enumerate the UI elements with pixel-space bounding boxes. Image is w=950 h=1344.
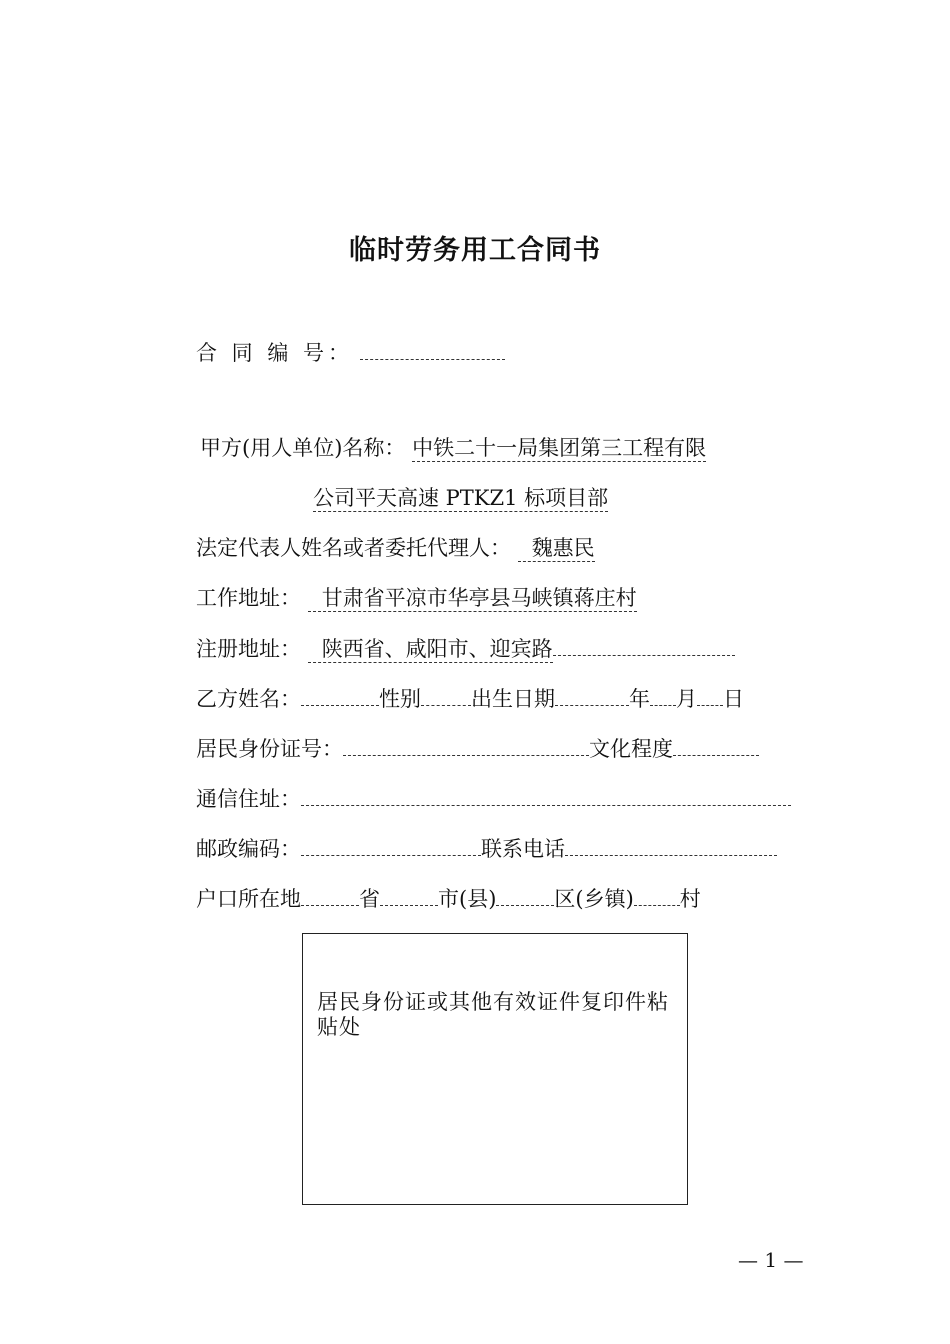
id-copy-paste-box <box>302 933 688 1205</box>
party-b-address-label: 通信住址： <box>196 787 301 811</box>
party-b-village-blank[interactable] <box>634 883 680 906</box>
party-b-id-label: 居民身份证号： <box>196 737 343 761</box>
party-a-rep-label: 法定代表人姓名或者委托代理人： <box>196 536 511 560</box>
party-a-reg-address-row <box>196 633 735 664</box>
party-a-reg-address-label: 注册地址： <box>196 637 301 661</box>
party-b-city-blank[interactable] <box>380 883 438 906</box>
party-b-district-label: 区(乡镇) <box>554 887 634 911</box>
party-b-district-blank[interactable] <box>496 883 554 906</box>
party-b-contact-row <box>196 833 777 864</box>
party-b-hukou-label: 户口所在地 <box>196 887 301 911</box>
party-a-work-address-row <box>196 583 637 613</box>
party-b-gender-blank[interactable] <box>421 683 471 706</box>
party-b-education-label: 文化程度 <box>589 737 673 761</box>
party-b-birth-day-blank[interactable] <box>697 683 723 706</box>
party-b-day-label: 日 <box>723 687 744 711</box>
party-b-birth-year-blank[interactable] <box>555 683 629 706</box>
party-b-name-label: 乙方姓名： <box>196 687 301 711</box>
party-a-name-row <box>200 433 706 463</box>
party-b-birth-month-blank[interactable] <box>650 683 676 706</box>
party-a-rep-value: 魏惠民 <box>518 536 595 562</box>
party-b-postcode-label: 邮政编码： <box>196 837 301 861</box>
party-b-month-label: 月 <box>676 687 697 711</box>
party-b-year-label: 年 <box>629 687 650 711</box>
party-a-reg-address-blank[interactable] <box>553 633 735 656</box>
party-b-village-label: 村 <box>679 887 701 911</box>
party-b-postcode-blank[interactable] <box>301 833 481 856</box>
party-a-name-value-1: 中铁二十一局集团第三工程有限 <box>412 436 707 460</box>
party-b-id-blank[interactable] <box>343 733 589 756</box>
party-a-work-address-label: 工作地址： <box>196 586 301 610</box>
party-b-address-row <box>196 783 791 814</box>
party-b-province-label: 省 <box>359 887 380 911</box>
document-title: 临时劳务用工合同书 <box>349 235 601 266</box>
party-a-name-label: 甲方(用人单位)名称： <box>200 436 406 460</box>
contract-number-label: 合 同 编 号： <box>196 341 354 365</box>
party-b-hukou-row <box>196 883 701 914</box>
party-b-birth-label: 出生日期 <box>471 687 555 711</box>
contract-number-blank[interactable] <box>360 337 505 360</box>
party-b-phone-blank[interactable] <box>565 833 777 856</box>
id-copy-paste-text: 居民身份证或其他有效证件复印件粘贴处 <box>317 990 669 1039</box>
party-b-phone-label: 联系电话 <box>481 837 565 861</box>
page-number: — 1 — <box>738 1248 804 1272</box>
party-b-province-blank[interactable] <box>301 883 359 906</box>
party-b-id-row <box>196 733 759 764</box>
party-b-education-blank[interactable] <box>673 733 759 756</box>
party-b-basic-row <box>196 683 744 714</box>
party-b-gender-label: 性别 <box>379 687 421 711</box>
party-b-city-label: 市(县) <box>438 887 497 911</box>
party-a-name-value-2: 公司平天高速 PTKZ1 标项目部 <box>313 486 609 510</box>
contract-number-row <box>196 337 505 368</box>
party-b-name-blank[interactable] <box>301 683 379 706</box>
party-a-name-row-2 <box>313 483 608 513</box>
party-a-work-address-value: 甘肃省平凉市华亭县马峡镇蒋庄村 <box>308 586 637 612</box>
party-a-reg-address-value: 陕西省、咸阳市、迎宾路 <box>308 637 553 663</box>
party-b-address-blank[interactable] <box>301 783 791 806</box>
party-a-rep-row <box>196 533 595 563</box>
